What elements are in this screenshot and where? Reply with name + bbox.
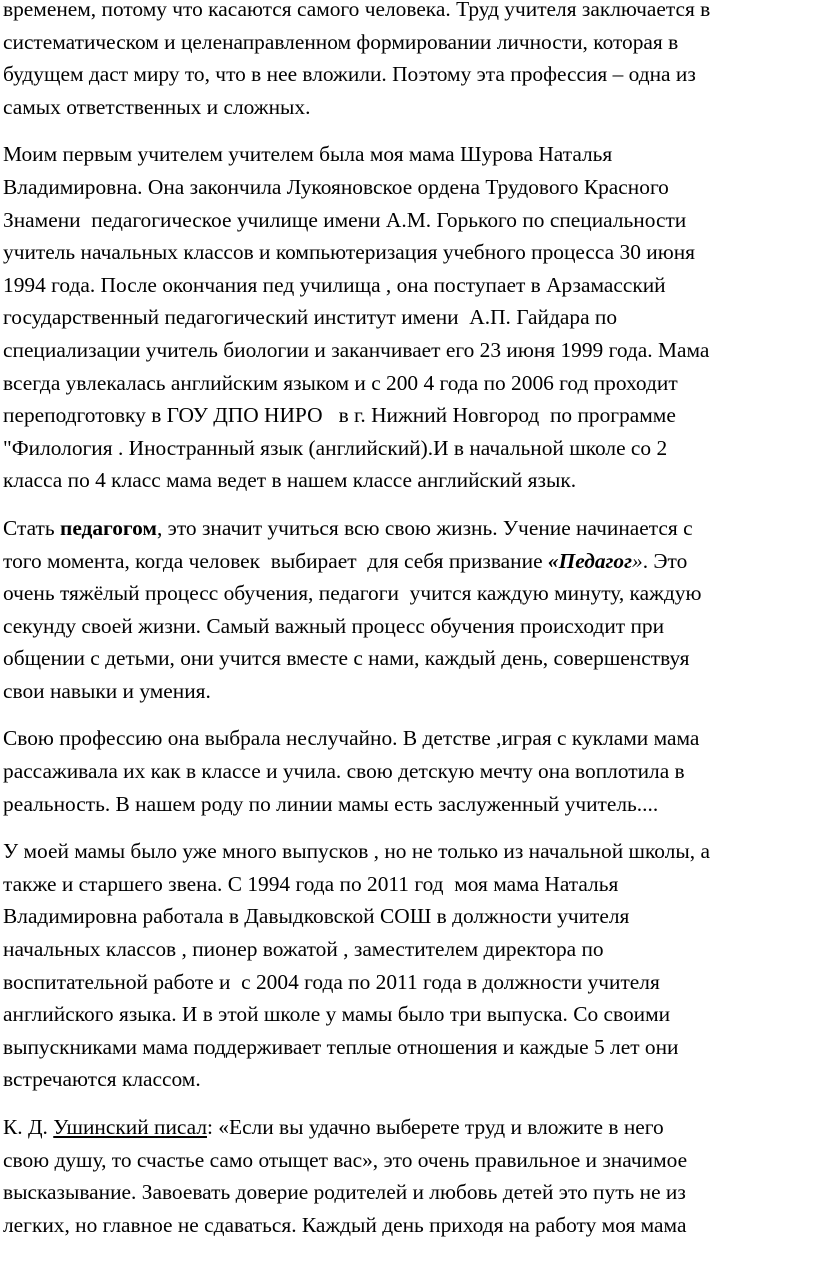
text-line: рассаживала их как в классе и учила. свою детскую мечту она воплотила в xyxy=(3,759,685,784)
quote-mark-close: » xyxy=(632,548,643,573)
text-line: Знамени педагогическое училище имени А.М. Горького по специальности xyxy=(3,207,687,232)
text-segment: К. Д. xyxy=(3,1115,54,1139)
text-line: воспитательной работе и с 2004 года по 2011 года в должности учителя xyxy=(3,969,660,994)
paragraph-1 xyxy=(3,0,810,123)
text-line: временем, потому что касаются самого человека. Труд учителя заключается в xyxy=(3,0,711,21)
text-segment: . Это xyxy=(642,548,688,573)
text-line: Владимировна работала в Давыдковской СОШ в должности учителя xyxy=(3,904,630,929)
text-line: переподготовку в ГОУ ДПО НИРО в г. Нижний Новгород по программе xyxy=(3,403,676,428)
text-line xyxy=(3,512,810,545)
paragraph-2 xyxy=(3,138,810,497)
text-line: выпускниками мама поддерживает теплые отношения и каждые 5 лет они xyxy=(3,1034,679,1059)
text-line: также и старшего звена. С 1994 года по 2011 год моя мама Наталья xyxy=(3,871,619,896)
underlined-link-ushinsky[interactable]: Ушинский писал xyxy=(53,1115,208,1139)
text-line: специализации учитель биологии и заканчивает его 23 июня 1999 года. Мама xyxy=(3,337,710,362)
text-line: систематическом и целенаправленном формировании личности, которая в xyxy=(3,29,679,54)
quote-mark-open: « xyxy=(547,548,559,573)
paragraph-4 xyxy=(3,722,810,820)
text-line: класса по 4 класс мама ведет в нашем классе английский язык. xyxy=(3,468,577,493)
bold-term-pedagog: педагогом xyxy=(60,515,157,540)
paragraph-5 xyxy=(3,835,810,1096)
text-line xyxy=(3,545,810,578)
text-line: начальных классов , пионер вожатой , заместителем директора по xyxy=(3,937,604,962)
text-line: английского языка. И в этой школе у мамы было три выпуска. Со своими xyxy=(3,1002,671,1027)
text-line: Свою профессию она выбрала неслучайно. В детстве ,играя с куклами мама xyxy=(3,726,700,751)
text-segment: : «Если вы удачно выберете труд и вложите в него xyxy=(207,1115,664,1139)
text-line: Владимировна. Она закончила Лукояновское ордена Трудового Красного xyxy=(3,174,669,199)
text-line: встречаются классом. xyxy=(3,1067,201,1092)
paragraph-6 xyxy=(3,1111,810,1241)
text-line: 1994 года. После окончания пед училища , она поступает в Арзамасский xyxy=(3,272,666,297)
text-line: очень тяжёлый процесс обучения, педагоги учится каждую минуту, каждую xyxy=(3,581,702,606)
text-line: общении с детьми, они учится вместе с нами, каждый день, совершенствуя xyxy=(3,646,690,671)
text-line: свою душу, то счастье само отыщет вас», это очень правильное и значимое xyxy=(3,1147,688,1172)
text-line: самых ответственных и сложных. xyxy=(3,94,311,119)
text-line: секунду своей жизни. Самый важный процесс обучения происходит при xyxy=(3,613,665,638)
text-line: "Филология . Иностранный язык (английский).И в начальной школе со 2 xyxy=(3,435,668,460)
text-line: будущем даст миру то, что в нее вложили. Поэтому эта профессия – одна из xyxy=(3,62,696,87)
text-line: высказывание. Завоевать доверие родителей и любовь детей это путь не из xyxy=(3,1180,686,1205)
text-segment: того момента, когда человек выбирает для себя призвание xyxy=(3,548,548,573)
text-line: реальность. В нашем роду по линии мамы есть заслуженный учитель.... xyxy=(3,791,659,816)
text-line: Моим первым учителем учителем была моя мама Шурова Наталья xyxy=(3,142,613,167)
text-line xyxy=(3,1111,810,1144)
bold-italic-term-pedagog: Педагог xyxy=(558,548,633,573)
text-segment: Стать xyxy=(3,515,60,540)
text-line: всегда увлекалась английским языком и с 200 4 года по 2006 год проходит xyxy=(3,370,678,395)
text-line: учитель начальных классов и компьютеризация учебного процесса 30 июня xyxy=(3,240,695,265)
text-segment: , это значит учиться всю свою жизнь. Учение начинается с xyxy=(156,515,693,540)
text-line: свои навыки и умения. xyxy=(3,678,211,703)
text-line: государственный педагогический институт имени А.П. Гайдара по xyxy=(3,305,618,330)
paragraph-3 xyxy=(3,512,810,708)
text-line: У моей мамы было уже много выпусков , но не только из начальной школы, а xyxy=(3,839,710,864)
text-line: легких, но главное не сдаваться. Каждый день приходя на работу моя мама xyxy=(3,1212,687,1237)
